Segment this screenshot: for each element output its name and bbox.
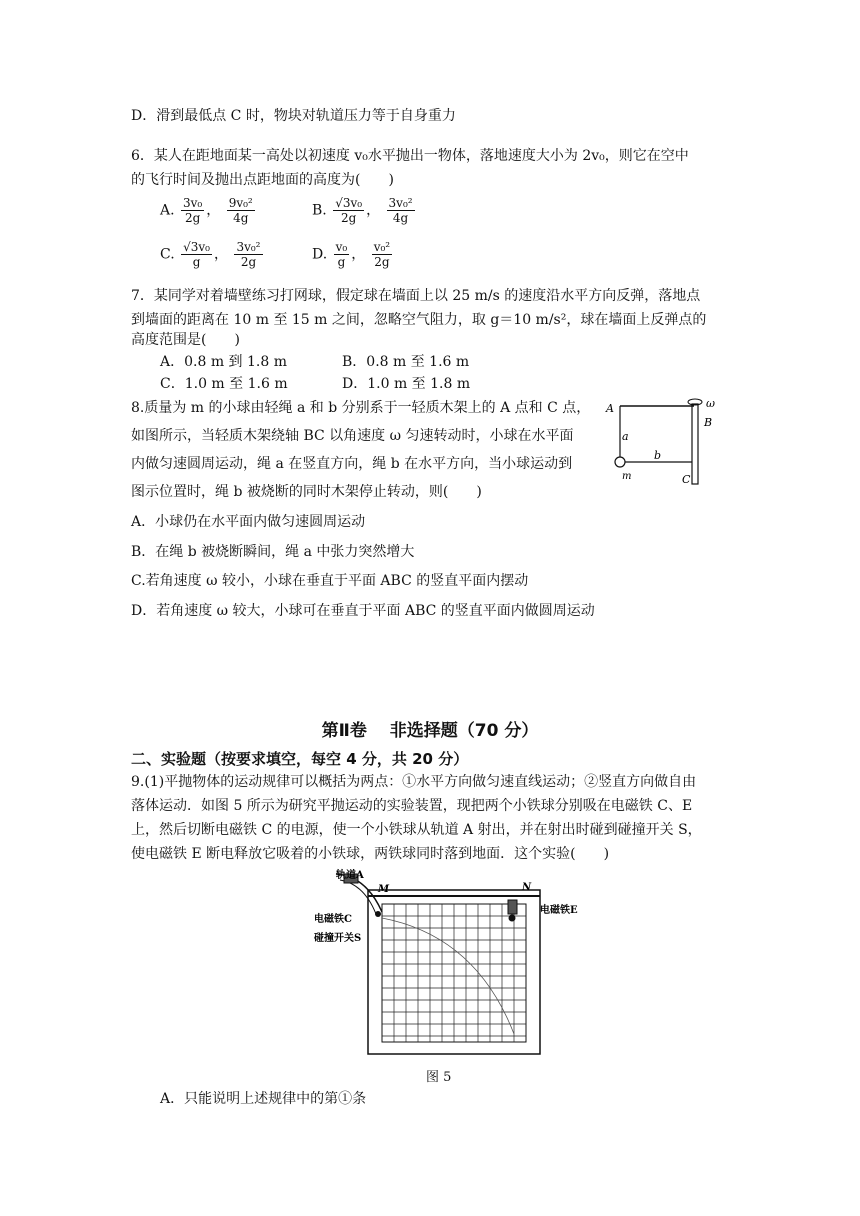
q7-option-b: B．0.8 m 至 1.6 m bbox=[342, 354, 470, 370]
numerator: v₀² bbox=[373, 240, 391, 254]
label-B: B bbox=[704, 416, 713, 429]
part2-title: 第Ⅱ卷 非选择题（70 分） bbox=[321, 721, 539, 741]
option-label: D. bbox=[312, 246, 328, 263]
fraction bbox=[181, 240, 212, 269]
label-m: m bbox=[622, 471, 632, 482]
q5-option-d: D．滑到最低点 C 时，物块对轨道压力等于自身重力 bbox=[131, 108, 456, 124]
q6-option-d: D. $\frac{\text{v₀}}{g}$ ， $\frac{\text{v₀²}}{2g}$ bbox=[312, 240, 391, 269]
q9-figure-caption: 图 5 bbox=[426, 1070, 452, 1085]
label-magnet-e: 电磁铁E bbox=[540, 905, 578, 916]
q9-stem-line3: 上，然后切断电磁铁 C 的电源，使一个小铁球从轨道 A 射出，并在射出时碰到碰撞开关 S， bbox=[131, 822, 702, 838]
label-C: C bbox=[682, 473, 691, 486]
denominator: 4g bbox=[392, 211, 409, 225]
fraction bbox=[372, 240, 392, 269]
label-b: b bbox=[654, 449, 662, 462]
q8-stem-line3: 内做匀速圆周运动，绳 a 在竖直方向，绳 b 在水平方向，当小球运动到 bbox=[131, 456, 573, 472]
q9-projectile-apparatus-figure bbox=[306, 866, 582, 1062]
label-A: A bbox=[606, 402, 614, 415]
fraction bbox=[387, 196, 415, 225]
q9-stem-line2: 落体运动．如图 5 所示为研究平抛运动的实验装置，现把两个小铁球分别吸在电磁铁 C、E bbox=[131, 798, 693, 814]
numerator: 3v₀² bbox=[236, 240, 261, 254]
option-label: C. bbox=[160, 246, 175, 263]
numerator: √3v₀ bbox=[335, 196, 363, 210]
q6-option-a: A. $\frac{\text{3v₀}}{2g}$ ， $\frac{\text{9v₀²}}{4g}$ bbox=[160, 196, 253, 225]
denominator: g bbox=[337, 255, 346, 269]
label-N: N bbox=[522, 882, 532, 893]
iron-ball-e bbox=[509, 915, 516, 922]
fraction bbox=[334, 240, 350, 269]
q9-stem-line1: 9.(1)平抛物体的运动规律可以概括为两点：①水平方向做匀速直线运动；②竖直方向做自由 bbox=[131, 774, 697, 790]
denominator: g bbox=[192, 255, 201, 269]
denominator: 2g bbox=[340, 211, 357, 225]
q6-option-b: B. $\frac{\text{√3v₀}}{2g}$ ， $\frac{\text{3v₀²}}{4g}$ bbox=[312, 196, 413, 225]
denominator: 2g bbox=[240, 255, 257, 269]
numerator: 3v₀² bbox=[388, 196, 413, 210]
q6-stem-line1: 6．某人在距地面某一高处以初速度 v₀水平抛出一物体，落地速度大小为 2v₀，则它在空中 bbox=[131, 148, 689, 164]
q8-rotating-frame-figure bbox=[602, 394, 730, 490]
q9-option-a: A．只能说明上述规律中的第①条 bbox=[160, 1091, 367, 1107]
grid-board bbox=[382, 904, 526, 1042]
option-label: B. bbox=[312, 202, 327, 219]
numerator: v₀ bbox=[335, 240, 348, 254]
q9-stem-line4: 使电磁铁 E 断电释放它吸着的小铁球，两铁球同时落到地面．这个实验( ) bbox=[131, 846, 610, 862]
fraction bbox=[234, 240, 262, 269]
denominator: 4g bbox=[233, 211, 249, 225]
label-magnet-c: 电磁铁C bbox=[314, 914, 352, 925]
section2-title: 二、实验题（按要求填空，每空 4 分，共 20 分） bbox=[131, 750, 469, 768]
q8-option-d: D．若角速度 ω 较大，小球可在垂直于平面 ABC 的竖直平面内做圆周运动 bbox=[131, 603, 595, 619]
fraction bbox=[181, 196, 204, 225]
iron-ball-c bbox=[375, 911, 381, 917]
q7-stem-line3: 高度范围是( ) bbox=[131, 332, 240, 348]
numerator: 3v₀ bbox=[183, 196, 203, 210]
label-switch-s: 碰撞开关S bbox=[314, 933, 362, 944]
fraction bbox=[227, 196, 255, 225]
electromagnet-e bbox=[508, 900, 517, 914]
q7-stem-line2: 到墙面的距离在 10 m 至 15 m 之间，忽略空气阻力，取 g＝10 m/s²，球在墙面上反弹点的 bbox=[131, 312, 707, 328]
q8-option-b: B．在绳 b 被烧断瞬间，绳 a 中张力突然增大 bbox=[131, 544, 415, 560]
denominator: 2g bbox=[374, 255, 390, 269]
denominator: 2g bbox=[184, 211, 201, 225]
ball-m bbox=[615, 457, 625, 467]
q7-option-c: C．1.0 m 至 1.6 m bbox=[160, 376, 288, 392]
q7-stem-line1: 7．某同学对着墙壁练习打网球，假定球在墙面上以 25 m/s 的速度沿水平方向反弹，落地点 bbox=[131, 288, 701, 304]
fraction bbox=[333, 196, 364, 225]
q6-option-c: C. $\frac{\text{√3v₀}}{g}$ ， $\frac{\text{3v₀²}}{2g}$ bbox=[160, 240, 261, 269]
label-a: a bbox=[622, 430, 629, 443]
numerator: 9v₀² bbox=[228, 196, 253, 210]
q8-stem-line1: 8.质量为 m 的小球由轻绳 a 和 b 分别系于一轻质木架上的 A 点和 C 点， bbox=[131, 400, 591, 416]
label-M: M bbox=[378, 884, 390, 895]
q8-option-a: A．小球仍在水平面内做匀速圆周运动 bbox=[131, 514, 366, 530]
q7-option-d: D．1.0 m 至 1.8 m bbox=[342, 376, 471, 392]
q6-stem-line2: 的飞行时间及抛出点距地面的高度为( ) bbox=[131, 172, 394, 188]
label-omega: ω bbox=[706, 397, 715, 410]
q8-stem-line2: 如图所示，当轻质木架绕轴 BC 以角速度 ω 匀速转动时，小球在水平面 bbox=[131, 428, 574, 444]
numerator: √3v₀ bbox=[183, 240, 210, 254]
q8-option-c: C.若角速度 ω 较小，小球在垂直于平面 ABC 的竖直平面内摆动 bbox=[131, 573, 529, 589]
frame-axis-bc bbox=[692, 404, 698, 484]
label-track-a: 轨道A bbox=[336, 870, 364, 881]
option-label: A. bbox=[160, 202, 175, 219]
q7-option-a: A．0.8 m 到 1.8 m bbox=[160, 354, 287, 370]
q8-stem-line4: 图示位置时，绳 b 被烧断的同时木架停止转动，则( ) bbox=[131, 484, 482, 500]
